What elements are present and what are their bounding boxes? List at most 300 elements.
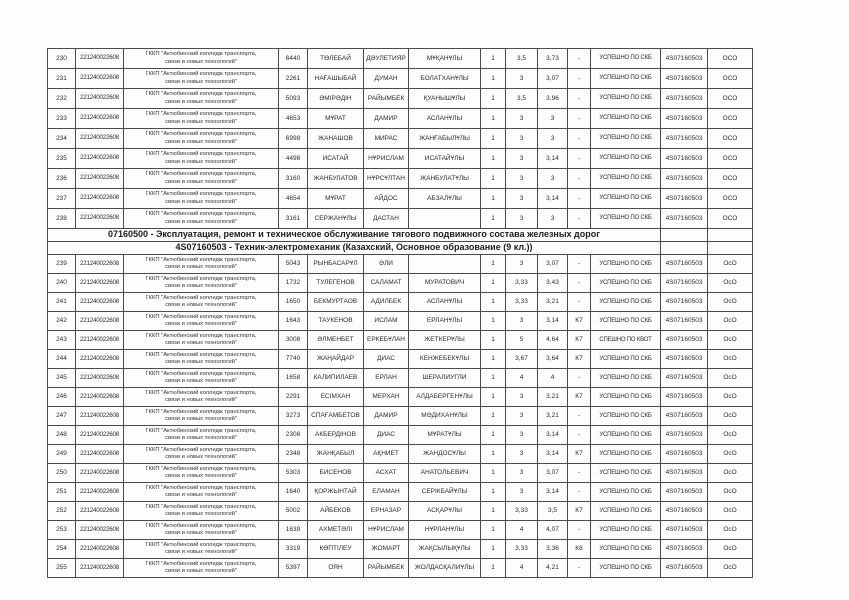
cell-applicant-id: 5397: [279, 559, 308, 578]
cell-count: 1: [481, 483, 506, 502]
cell-grade: 3: [506, 169, 538, 189]
cell-firstname: РАЙЫМБЕК: [364, 559, 409, 578]
cell-qualification-code: 4S07160503: [661, 369, 708, 388]
institution-name-line2: связи и новых технологий": [165, 340, 237, 346]
cell-patronymic: ЕРЛАНҰЛЫ: [409, 312, 481, 331]
cell-surname: ӘМІРӘДІН: [308, 89, 364, 109]
cell-row-number: 239: [48, 255, 76, 274]
cell-row-number: 237: [48, 189, 76, 209]
cell-status: УСПЕШНО ПО СКБ: [591, 369, 661, 388]
cell-patronymic: ҚУАНЫШҰЛЫ: [409, 89, 481, 109]
cell-row-number: 235: [48, 149, 76, 169]
cell-patronymic: ЖАНДОСҰЛЫ: [409, 445, 481, 464]
cell-row-number: 248: [48, 426, 76, 445]
section-header-cell: 4S07160503 - Техник-электромеханик (Казахский, Основное образование (9 кл.)): [48, 242, 661, 255]
cell-reg-number: 221240022608: [76, 350, 124, 369]
institution-name-line1: ГККП "Актюбинский колледж транспорта,: [145, 51, 257, 58]
table-body: [48, 49, 753, 578]
institution-name-line1: ГККП "Актюбинский колледж транспорта,: [145, 465, 257, 472]
cell-row-number: 232: [48, 89, 76, 109]
cell-firstname: АДИЛБЕК: [364, 293, 409, 312]
cell-patronymic: ЖАНҒАБЫЛҰЛЫ: [409, 129, 481, 149]
cell-institution: [124, 521, 279, 540]
cell-patronymic: МҰРАТҰЛЫ: [409, 426, 481, 445]
cell-status: УСПЕШНО ПО СКБ: [591, 274, 661, 293]
cell-applicant-id: 6440: [279, 49, 308, 69]
cell-patronymic: НҰРЛАНҰЛЫ: [409, 521, 481, 540]
cell-status: УСПЕШНО ПО СКБ: [591, 521, 661, 540]
table-row: [48, 149, 753, 169]
cell-row-number: 243: [48, 331, 76, 350]
table-row: [48, 331, 753, 350]
cell-reg-number: 221240022608: [76, 149, 124, 169]
cell-grade: 3: [506, 426, 538, 445]
institution-name-line1: ГККП "Актюбинский колледж транспорта,: [145, 256, 257, 263]
section-header-empty-edu-cell: [708, 242, 753, 255]
cell-applicant-id: 3161: [279, 209, 308, 229]
institution-name-line1: ГККП "Актюбинский колледж транспорта,: [145, 275, 257, 282]
cell-row-number: 233: [48, 109, 76, 129]
cell-firstname: НҰРИСЛАМ: [364, 149, 409, 169]
cell-surname: ЖАНБУЛАТОВ: [308, 169, 364, 189]
cell-gpa: 4: [538, 369, 568, 388]
cell-education-base: ОсО: [708, 407, 753, 426]
cell-education-base: ОСО: [708, 89, 753, 109]
cell-education-base: ОсО: [708, 255, 753, 274]
cell-qualification-code: 4S07160503: [661, 331, 708, 350]
cell-applicant-id: 2308: [279, 426, 308, 445]
cell-status: УСПЕШНО ПО СКБ: [591, 189, 661, 209]
institution-name-line1: ГККП "Актюбинский колледж транспорта,: [145, 503, 257, 510]
cell-applicant-id: 5043: [279, 255, 308, 274]
cell-education-base: ОСО: [708, 169, 753, 189]
cell-institution: [124, 49, 279, 69]
table-row: [48, 407, 753, 426]
cell-count: 1: [481, 129, 506, 149]
cell-qualification-code: 4S07160503: [661, 109, 708, 129]
institution-name-line2: связи и новых технологий": [165, 435, 237, 441]
cell-patronymic: МУРАТОВИЧ: [409, 274, 481, 293]
cell-gpa: 3,96: [538, 89, 568, 109]
institution-name-line1: ГККП "Актюбинский колледж транспорта,: [145, 111, 257, 118]
cell-grade: 3: [506, 483, 538, 502]
cell-applicant-id: 2261: [279, 69, 308, 89]
cell-quota: -: [568, 189, 591, 209]
cell-gpa: 3,07: [538, 464, 568, 483]
cell-qualification-code: 4S07160503: [661, 49, 708, 69]
cell-surname: КӨПТІЛЕУ: [308, 540, 364, 559]
cell-patronymic: МҰҚАНҰЛЫ: [409, 49, 481, 69]
institution-name-line2: связи и новых технологий": [165, 397, 237, 403]
institution-name-line1: ГККП "Актюбинский колледж транспорта,: [145, 541, 257, 548]
institution-name-line1: ГККП "Актюбинский колледж транспорта,: [145, 522, 257, 529]
cell-status: СПЕШНО ПО КВОТ: [591, 331, 661, 350]
cell-gpa: 3,14: [538, 445, 568, 464]
institution-name-line2: связи и новых технологий": [165, 454, 237, 460]
cell-firstname: ЕЛАМАН: [364, 483, 409, 502]
cell-firstname: МИРАС: [364, 129, 409, 149]
cell-patronymic: ЖАНБУЛАТҰЛЫ: [409, 169, 481, 189]
cell-row-number: 245: [48, 369, 76, 388]
cell-status: УСПЕШНО ПО СКБ: [591, 312, 661, 331]
cell-patronymic: АНАТОЛЬЕВИЧ: [409, 464, 481, 483]
cell-education-base: ОсО: [708, 559, 753, 578]
cell-patronymic: ЖЕТКЕРҰЛЫ: [409, 331, 481, 350]
cell-gpa: 3,21: [538, 407, 568, 426]
cell-reg-number: 221240022608: [76, 129, 124, 149]
cell-applicant-id: 1643: [279, 312, 308, 331]
cell-surname: ИСАТАЙ: [308, 149, 364, 169]
institution-name-line2: связи и новых технологий": [165, 264, 237, 270]
cell-quota: К7: [568, 502, 591, 521]
cell-surname: МҰРАТ: [308, 189, 364, 209]
institution-name-line2: связи и новых технологий": [165, 530, 237, 536]
institution-name-line1: ГККП "Актюбинский колледж транспорта,: [145, 191, 257, 198]
cell-surname: ЖАНҚАБЫЛ: [308, 445, 364, 464]
cell-qualification-code: 4S07160503: [661, 89, 708, 109]
cell-row-number: 250: [48, 464, 76, 483]
cell-qualification-code: 4S07160503: [661, 559, 708, 578]
cell-education-base: ОсО: [708, 293, 753, 312]
cell-reg-number: 221240022608: [76, 89, 124, 109]
cell-count: 1: [481, 426, 506, 445]
cell-grade: 3: [506, 445, 538, 464]
cell-count: 1: [481, 274, 506, 293]
cell-count: 1: [481, 89, 506, 109]
cell-row-number: 253: [48, 521, 76, 540]
cell-gpa: 3,14: [538, 426, 568, 445]
cell-quota: -: [568, 149, 591, 169]
cell-firstname: НҰРИСЛАМ: [364, 521, 409, 540]
cell-education-base: ОсО: [708, 445, 753, 464]
cell-institution: [124, 502, 279, 521]
cell-row-number: 242: [48, 312, 76, 331]
cell-education-base: ОсО: [708, 350, 753, 369]
table-row: [48, 129, 753, 149]
institution-name-line1: ГККП "Актюбинский колледж транспорта,: [145, 408, 257, 415]
cell-row-number: 252: [48, 502, 76, 521]
cell-grade: 3: [506, 209, 538, 229]
cell-education-base: ОсО: [708, 464, 753, 483]
cell-institution: [124, 464, 279, 483]
cell-applicant-id: 1732: [279, 274, 308, 293]
cell-firstname: ДИАС: [364, 426, 409, 445]
cell-grade: 4: [506, 369, 538, 388]
cell-row-number: 246: [48, 388, 76, 407]
institution-name-line2: связи и новых технологий": [165, 549, 237, 555]
cell-qualification-code: 4S07160503: [661, 312, 708, 331]
cell-quota: К7: [568, 331, 591, 350]
cell-quota: -: [568, 464, 591, 483]
cell-qualification-code: 4S07160503: [661, 445, 708, 464]
cell-institution: [124, 331, 279, 350]
cell-applicant-id: 4653: [279, 109, 308, 129]
cell-status: УСПЕШНО ПО СКБ: [591, 255, 661, 274]
cell-surname: РЫНБАСАРҰЛ: [308, 255, 364, 274]
cell-education-base: ОсО: [708, 274, 753, 293]
cell-qualification-code: 4S07160503: [661, 350, 708, 369]
cell-grade: 4: [506, 521, 538, 540]
cell-count: 1: [481, 464, 506, 483]
cell-row-number: 249: [48, 445, 76, 464]
cell-surname: ЕСІМХАН: [308, 388, 364, 407]
cell-surname: АКБЕРДІНОВ: [308, 426, 364, 445]
cell-firstname: ЕРНАЗАР: [364, 502, 409, 521]
cell-status: УСПЕШНО ПО СКБ: [591, 540, 661, 559]
cell-applicant-id: 1650: [279, 293, 308, 312]
table-row: [48, 312, 753, 331]
institution-name-line1: ГККП "Актюбинский колледж транспорта,: [145, 131, 257, 138]
cell-institution: [124, 312, 279, 331]
cell-status: УСПЕШНО ПО СКБ: [591, 149, 661, 169]
cell-quota: -: [568, 89, 591, 109]
cell-quota: -: [568, 293, 591, 312]
cell-quota: -: [568, 559, 591, 578]
cell-applicant-id: 3319: [279, 540, 308, 559]
cell-surname: АХМЕТӘЛІ: [308, 521, 364, 540]
cell-reg-number: 221240022608: [76, 502, 124, 521]
cell-education-base: ОсО: [708, 331, 753, 350]
cell-gpa: 3,07: [538, 69, 568, 89]
cell-quota: -: [568, 521, 591, 540]
admission-results-table: [47, 48, 753, 578]
cell-applicant-id: 1640: [279, 483, 308, 502]
section-header-empty-code-cell: [661, 229, 708, 242]
cell-row-number: 240: [48, 274, 76, 293]
cell-reg-number: 221240022608: [76, 464, 124, 483]
cell-gpa: 3,21: [538, 388, 568, 407]
table-row: [48, 426, 753, 445]
cell-applicant-id: 2348: [279, 445, 308, 464]
cell-count: 1: [481, 407, 506, 426]
cell-grade: 3: [506, 149, 538, 169]
institution-name-line1: ГККП "Актюбинский колледж транспорта,: [145, 211, 257, 218]
cell-reg-number: 221240022608: [76, 540, 124, 559]
table-row: [48, 49, 753, 69]
cell-patronymic: АСҚАРҰЛЫ: [409, 502, 481, 521]
cell-count: 1: [481, 149, 506, 169]
cell-status: УСПЕШНО ПО СКБ: [591, 209, 661, 229]
cell-surname: СЕРЖАНҰЛЫ: [308, 209, 364, 229]
institution-name-line2: связи и новых технологий": [165, 283, 237, 289]
cell-status: УСПЕШНО ПО СКБ: [591, 350, 661, 369]
cell-qualification-code: 4S07160503: [661, 521, 708, 540]
cell-count: 1: [481, 540, 506, 559]
cell-qualification-code: 4S07160503: [661, 209, 708, 229]
cell-institution: [124, 89, 279, 109]
cell-row-number: 231: [48, 69, 76, 89]
institution-name-line1: ГККП "Актюбинский колледж транспорта,: [145, 427, 257, 434]
cell-status: УСПЕШНО ПО СКБ: [591, 388, 661, 407]
cell-patronymic: КЕНЖЕБЕКҰЛЫ: [409, 350, 481, 369]
cell-quota: -: [568, 426, 591, 445]
cell-reg-number: 221240022608: [76, 559, 124, 578]
cell-reg-number: 221240022608: [76, 388, 124, 407]
cell-institution: [124, 274, 279, 293]
table-row: [48, 369, 753, 388]
cell-quota: -: [568, 369, 591, 388]
cell-institution: [124, 129, 279, 149]
cell-institution: [124, 388, 279, 407]
cell-count: 1: [481, 559, 506, 578]
cell-surname: КАЛИПИЛАЕВ: [308, 369, 364, 388]
cell-grade: 3,33: [506, 540, 538, 559]
cell-institution: [124, 293, 279, 312]
cell-count: 1: [481, 350, 506, 369]
cell-grade: 3: [506, 464, 538, 483]
institution-name-line2: связи и новых технологий": [165, 511, 237, 517]
cell-education-base: ОсО: [708, 369, 753, 388]
cell-count: 1: [481, 255, 506, 274]
cell-qualification-code: 4S07160503: [661, 69, 708, 89]
cell-row-number: 230: [48, 49, 76, 69]
cell-qualification-code: 4S07160503: [661, 388, 708, 407]
institution-name-line2: связи и новых технологий": [165, 58, 237, 65]
table-row: [48, 255, 753, 274]
cell-firstname: ДУМАН: [364, 69, 409, 89]
cell-gpa: 3: [538, 169, 568, 189]
cell-firstname: ДАМИР: [364, 109, 409, 129]
cell-reg-number: 221240022608: [76, 407, 124, 426]
table-row: [48, 89, 753, 109]
cell-quota: -: [568, 407, 591, 426]
cell-qualification-code: 4S07160503: [661, 274, 708, 293]
cell-surname: СПАҒАМБЕТОВ: [308, 407, 364, 426]
section-header-empty-code-cell: [661, 242, 708, 255]
cell-row-number: 244: [48, 350, 76, 369]
institution-name-line2: связи и новых технологий": [165, 359, 237, 365]
cell-institution: [124, 350, 279, 369]
cell-reg-number: 221240022608: [76, 69, 124, 89]
cell-grade: 3: [506, 388, 538, 407]
cell-status: УСПЕШНО ПО СКБ: [591, 464, 661, 483]
cell-reg-number: 221240022608: [76, 255, 124, 274]
table-row: [48, 559, 753, 578]
cell-patronymic: [409, 255, 481, 274]
cell-education-base: ОсО: [708, 483, 753, 502]
cell-education-base: ОСО: [708, 49, 753, 69]
cell-gpa: 3: [538, 129, 568, 149]
cell-surname: НАҒАШЫБАЙ: [308, 69, 364, 89]
cell-status: УСПЕШНО ПО СКБ: [591, 49, 661, 69]
cell-qualification-code: 4S07160503: [661, 189, 708, 209]
cell-education-base: ОсО: [708, 426, 753, 445]
cell-quota: -: [568, 209, 591, 229]
table-row: [48, 209, 753, 229]
cell-firstname: САЛАМАТ: [364, 274, 409, 293]
cell-education-base: ОСО: [708, 69, 753, 89]
table-row: [48, 274, 753, 293]
cell-patronymic: ЖАҚСЫЛЫҚҰЛЫ: [409, 540, 481, 559]
cell-quota: К8: [568, 540, 591, 559]
cell-reg-number: 221240022608: [76, 274, 124, 293]
cell-quota: -: [568, 255, 591, 274]
section-header-cell: 07160500 - Эксплуатация, ремонт и техническое обслуживание тягового подвижного состава железных дорог: [48, 229, 661, 242]
cell-grade: 3: [506, 255, 538, 274]
cell-education-base: ОСО: [708, 129, 753, 149]
cell-quota: К7: [568, 350, 591, 369]
cell-surname: ЖАҢАЙДАР: [308, 350, 364, 369]
cell-quota: -: [568, 169, 591, 189]
cell-qualification-code: 4S07160503: [661, 464, 708, 483]
cell-count: 1: [481, 502, 506, 521]
cell-education-base: ОСО: [708, 109, 753, 129]
cell-gpa: 3,14: [538, 149, 568, 169]
cell-quota: -: [568, 129, 591, 149]
cell-status: УСПЕШНО ПО СКБ: [591, 109, 661, 129]
cell-institution: [124, 445, 279, 464]
cell-applicant-id: 6998: [279, 129, 308, 149]
cell-qualification-code: 4S07160503: [661, 540, 708, 559]
cell-status: УСПЕШНО ПО СКБ: [591, 502, 661, 521]
table-row: [48, 540, 753, 559]
cell-qualification-code: 4S07160503: [661, 407, 708, 426]
cell-row-number: 254: [48, 540, 76, 559]
institution-name-line1: ГККП "Актюбинский колледж транспорта,: [145, 91, 257, 98]
cell-applicant-id: 1658: [279, 369, 308, 388]
cell-institution: [124, 426, 279, 445]
cell-surname: ОЯН: [308, 559, 364, 578]
cell-row-number: 238: [48, 209, 76, 229]
cell-grade: 3,33: [506, 293, 538, 312]
institution-name-line1: ГККП "Актюбинский колледж транспорта,: [145, 560, 257, 567]
cell-gpa: 3,14: [538, 312, 568, 331]
cell-grade: 3,5: [506, 49, 538, 69]
cell-surname: БИСЕНОВ: [308, 464, 364, 483]
institution-name-line2: связи и новых технологий": [165, 473, 237, 479]
cell-firstname: ДӘУЛЕТИЯР: [364, 49, 409, 69]
cell-count: 1: [481, 169, 506, 189]
cell-qualification-code: 4S07160503: [661, 255, 708, 274]
cell-firstname: ӘЛИ: [364, 255, 409, 274]
cell-gpa: 3,36: [538, 540, 568, 559]
cell-patronymic: МӘДИХАНҰЛЫ: [409, 407, 481, 426]
cell-institution: [124, 69, 279, 89]
cell-patronymic: ШЕРАЛИУГЛИ: [409, 369, 481, 388]
table-row: [48, 350, 753, 369]
institution-name-line2: связи и новых технологий": [165, 492, 237, 498]
cell-surname: ТУЛЕГЕНОВ: [308, 274, 364, 293]
cell-gpa: 4,64: [538, 331, 568, 350]
cell-patronymic: АСЛАНҰЛЫ: [409, 109, 481, 129]
cell-firstname: ДАСТАН: [364, 209, 409, 229]
table-row: [48, 109, 753, 129]
cell-count: 1: [481, 49, 506, 69]
cell-firstname: ЖОМАРТ: [364, 540, 409, 559]
cell-firstname: ДИАС: [364, 350, 409, 369]
cell-grade: 3: [506, 109, 538, 129]
cell-gpa: 3,07: [538, 255, 568, 274]
cell-education-base: ОсО: [708, 388, 753, 407]
table-row: [48, 388, 753, 407]
institution-name-line1: ГККП "Актюбинский колледж транспорта,: [145, 446, 257, 453]
institution-name-line1: ГККП "Актюбинский колледж транспорта,: [145, 151, 257, 158]
cell-reg-number: 221240022608: [76, 426, 124, 445]
institution-name-line2: связи и новых технологий": [165, 568, 237, 574]
institution-name-line2: связи и новых технологий": [165, 138, 237, 145]
cell-status: УСПЕШНО ПО СКБ: [591, 129, 661, 149]
cell-institution: [124, 109, 279, 129]
cell-grade: 3,5: [506, 89, 538, 109]
cell-gpa: 3: [538, 109, 568, 129]
table-row: [48, 445, 753, 464]
cell-count: 1: [481, 521, 506, 540]
cell-institution: [124, 149, 279, 169]
cell-patronymic: БОЛАТХАНҰЛЫ: [409, 69, 481, 89]
institution-name-line1: ГККП "Актюбинский колледж транспорта,: [145, 370, 257, 377]
cell-status: УСПЕШНО ПО СКБ: [591, 169, 661, 189]
cell-applicant-id: 4654: [279, 189, 308, 209]
